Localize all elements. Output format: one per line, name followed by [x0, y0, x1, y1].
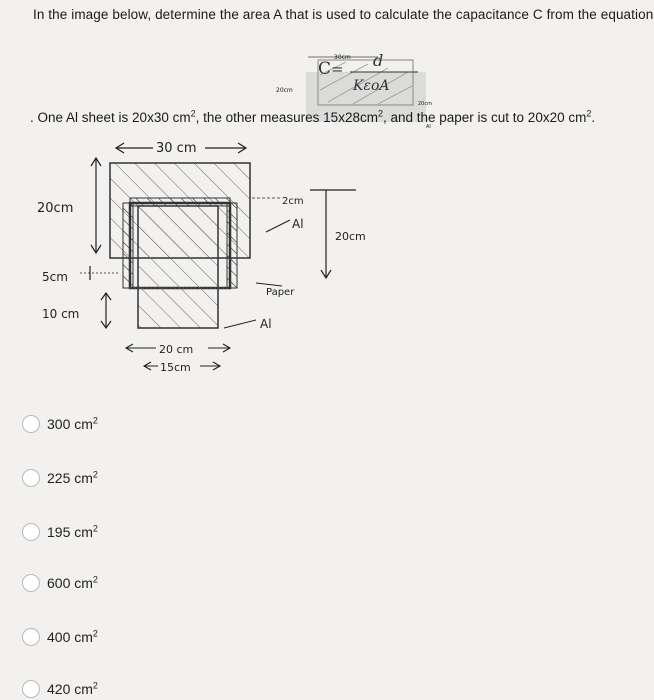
option-5[interactable] [20, 628, 98, 646]
question-line2-end: . [591, 110, 596, 125]
question-line2-prefix: . One Al sheet is 20x30 cm [30, 110, 191, 125]
dim-15cm-bottom: 15cm [160, 361, 191, 374]
option-label: 420 $cm^2$ [47, 680, 98, 697]
option-2[interactable] [20, 469, 98, 487]
label-paper: Paper [266, 287, 295, 298]
option-label: 225 $cm^2$ [47, 469, 98, 486]
superscript: 2 [190, 108, 196, 119]
radio-button[interactable] [22, 628, 40, 646]
radio-button[interactable] [22, 574, 40, 592]
question-line2-middle: , the other measures 15x28cm [195, 110, 378, 125]
option-label: 195 $cm^2$ [47, 523, 98, 540]
option-label: 300 $cm^2$ [47, 415, 98, 432]
question-line2-suffix: , and the paper is cut to 20x20 cm [382, 110, 587, 125]
option-label: 600 $cm^2$ [47, 574, 98, 591]
dim-10cm: 10 cm [42, 307, 80, 321]
dim-2cm: 2cm [282, 196, 304, 207]
radio-button[interactable] [22, 523, 40, 541]
equation-c: C [318, 59, 332, 79]
label-al-lower: Al [260, 317, 272, 331]
dim-30cm: 30 cm [156, 141, 197, 156]
superscript: 2 [586, 108, 592, 119]
radio-button[interactable] [22, 415, 40, 433]
radio-button[interactable] [22, 469, 40, 487]
question-text-line-2 [30, 110, 595, 125]
equation-numerator: KεoA [353, 78, 390, 94]
option-label: 400 $cm^2$ [47, 628, 98, 645]
option-4[interactable] [20, 574, 98, 592]
dim-20cm-right: 20cm [335, 230, 366, 243]
dim-20cm-left: 20cm [37, 201, 74, 216]
question-text-line-1: In the image below, determine the area A that is used to calculate the capacitance C from the equation [33, 7, 654, 22]
equation-d: d [373, 51, 384, 70]
option-6[interactable] [20, 680, 98, 698]
dim-20cm-bottom: 20 cm [159, 343, 194, 356]
equation-dim-right: 20cm [418, 101, 432, 107]
equation-dim-top: 30cm [334, 54, 351, 61]
al-sheet-small [138, 206, 218, 328]
capacitor-diagram [20, 128, 400, 388]
option-3[interactable] [20, 523, 98, 541]
radio-button[interactable] [22, 680, 40, 698]
superscript: 2 [377, 108, 383, 119]
option-1[interactable] [20, 415, 98, 433]
equation-equals: = [331, 60, 344, 78]
label-al-upper: Al [292, 217, 304, 231]
equation-dim-left: 20cm [276, 87, 293, 94]
dim-5cm: 5cm [42, 270, 68, 284]
equation-al: Al [426, 124, 431, 130]
